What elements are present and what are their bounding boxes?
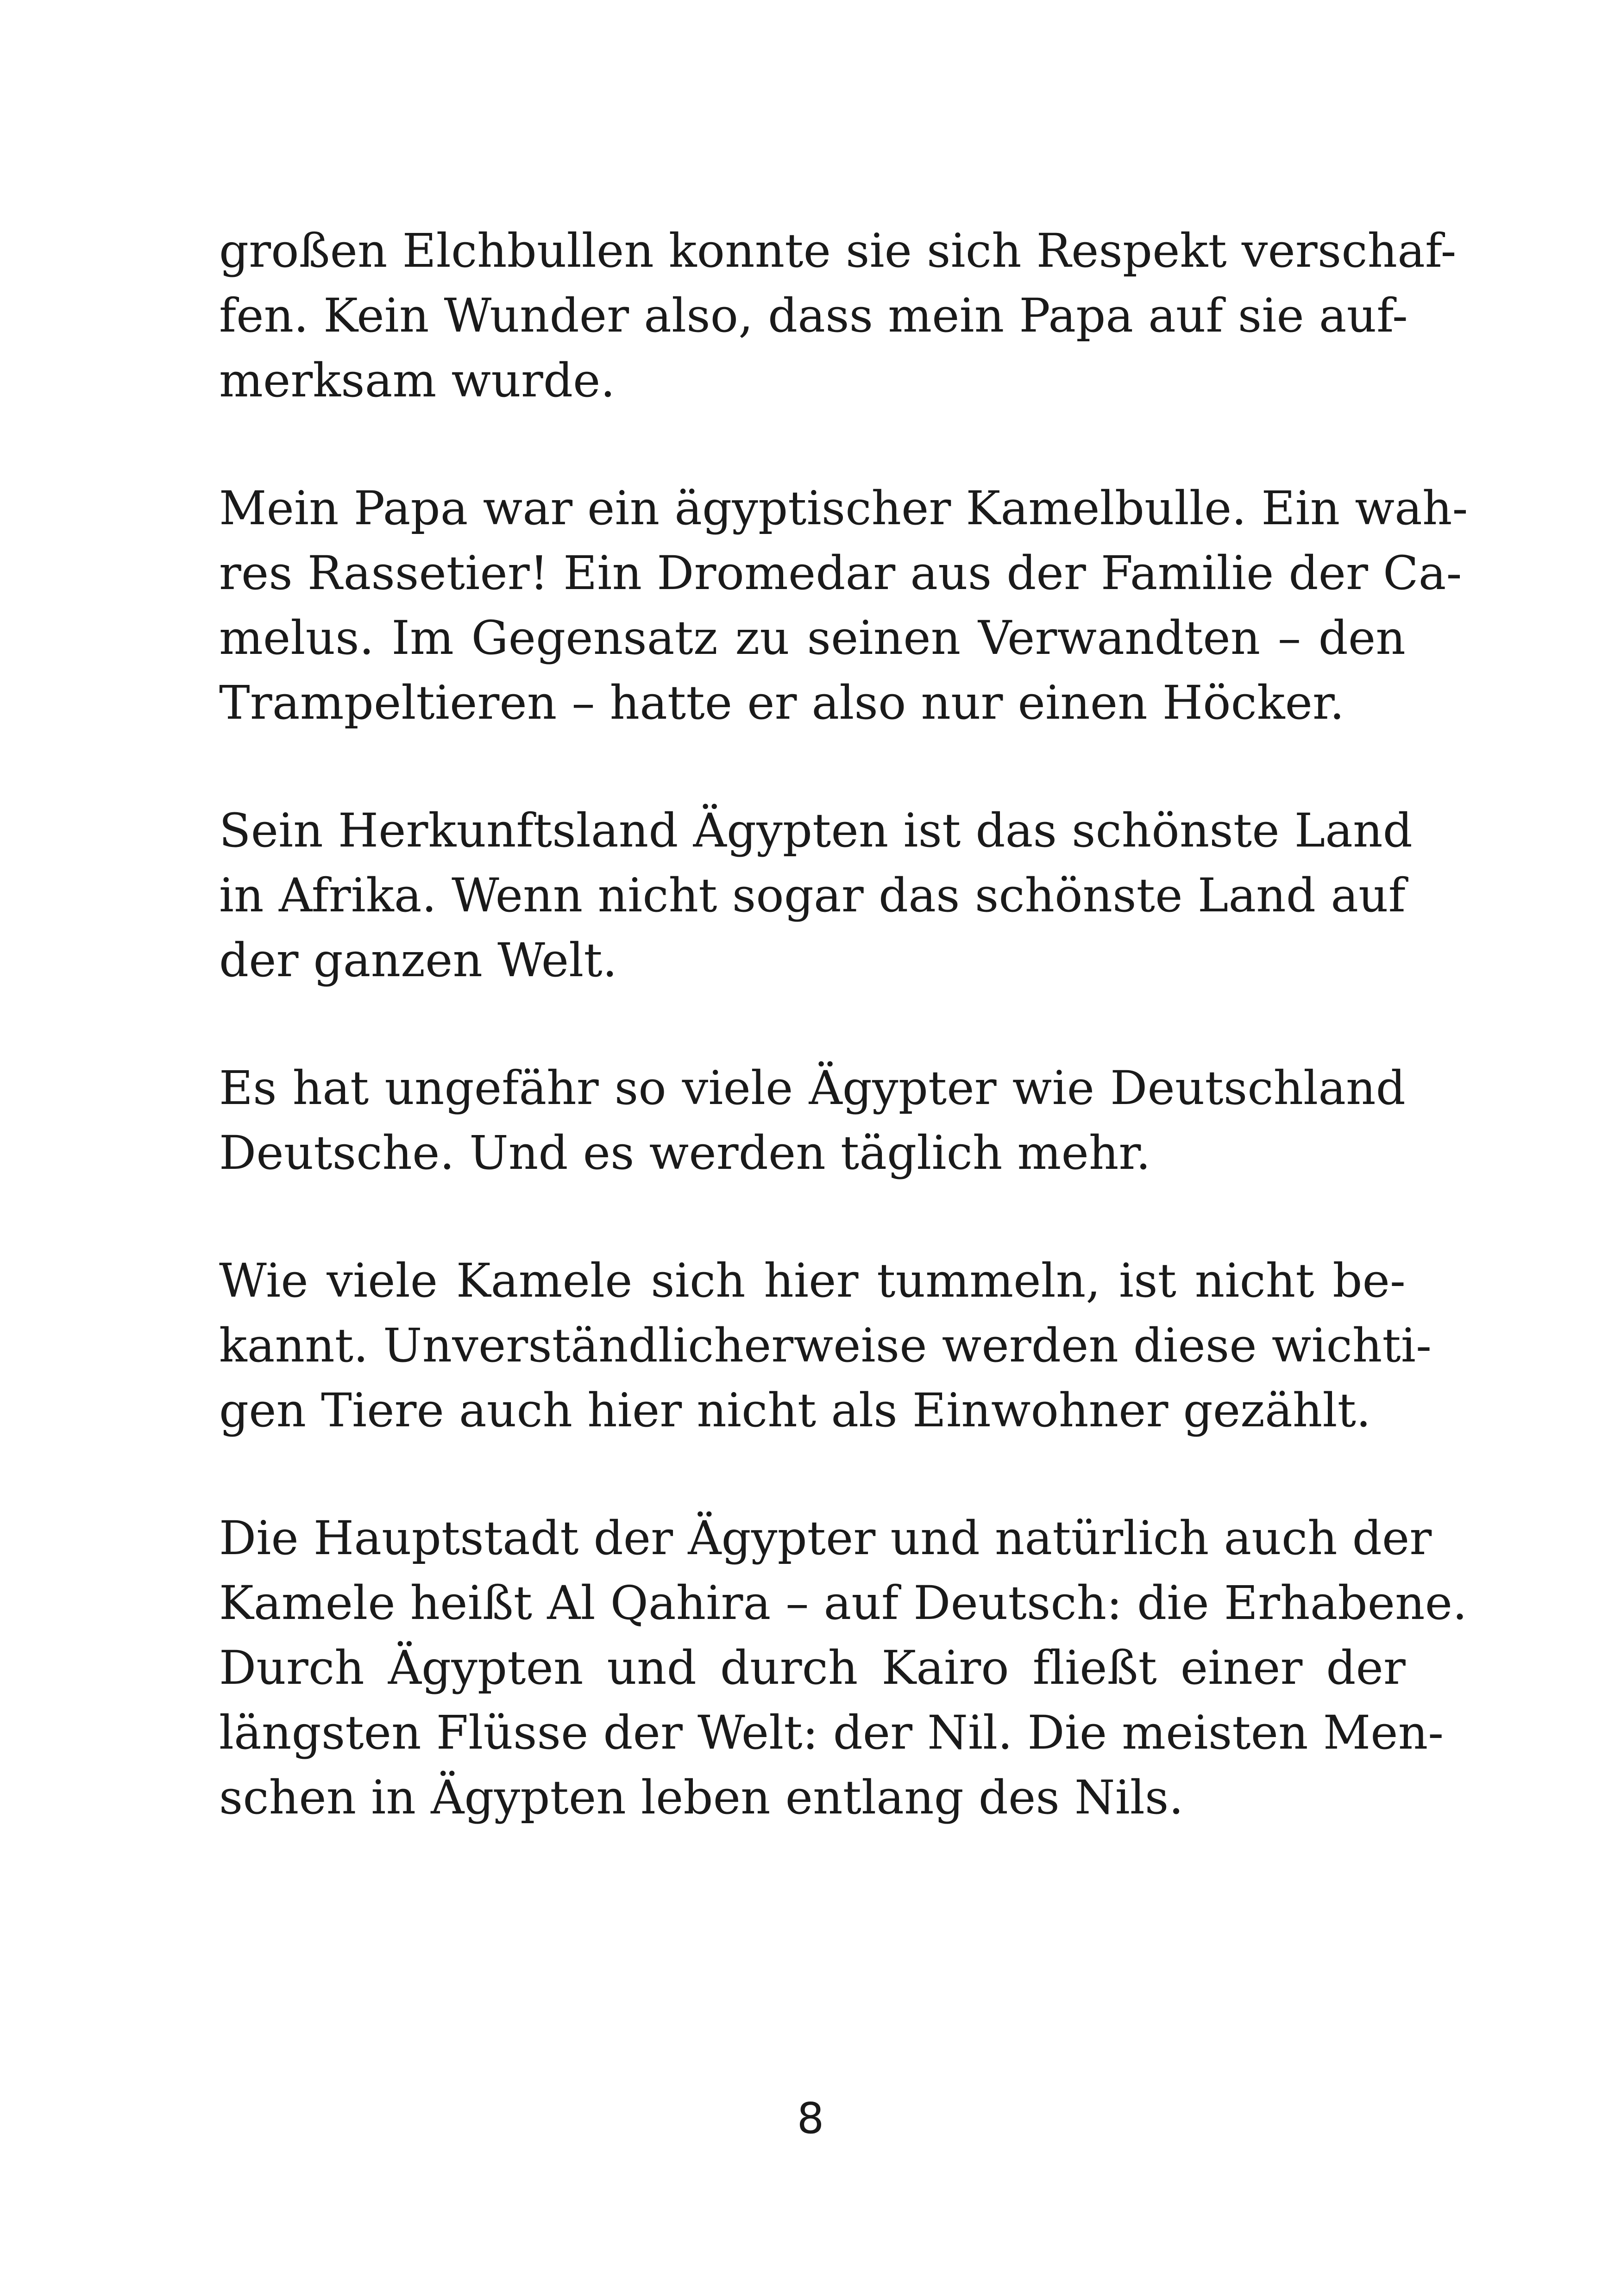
text-line: Mein Papa war ein ägyptischer Kamelbulle. Ein wah-: [219, 481, 1468, 535]
text-line: in Afrika. Wenn nicht sogar das schönste Land auf: [219, 868, 1406, 922]
paragraph-2: [219, 476, 1468, 735]
text-line: Die Hauptstadt der Ägypter und natürlich auch der: [219, 1511, 1432, 1565]
text-line: res Rassetier! Ein Dromedar aus der Familie der Ca-: [219, 546, 1462, 600]
text-line: fen. Kein Wunder also, dass mein Papa auf sie auf-: [219, 289, 1408, 343]
text-line: merksam wurde.: [219, 353, 616, 408]
paragraph-6: [219, 1506, 1468, 1830]
text-line: Durch Ägypten und durch Kairo fließt einer der: [219, 1641, 1406, 1695]
text-line: kannt. Unverständlicherweise werden diese wichti-: [219, 1318, 1432, 1373]
text-line: großen Elchbullen konnte sie sich Respekt verschaf-: [219, 224, 1457, 278]
body-text: [219, 219, 1468, 1830]
paragraph-1: [219, 219, 1457, 413]
text-line: Trampeltieren – hatte er also nur einen Höcker.: [219, 676, 1345, 730]
text-line: Es hat ungefähr so viele Ägypter wie Deutschland: [219, 1061, 1406, 1115]
text-line: längsten Flüsse der Welt: der Nil. Die meisten Men-: [219, 1706, 1444, 1760]
text-line: melus. Im Gegensatz zu seinen Verwandten – den: [219, 611, 1406, 665]
text-line: der ganzen Welt.: [219, 933, 617, 987]
text-line: gen Tiere auch hier nicht als Einwohner gezählt.: [219, 1383, 1371, 1437]
text-line: Sein Herkunftsland Ägypten ist das schönste Land: [219, 803, 1413, 858]
paragraph-4: [219, 1056, 1406, 1186]
text-line: schen in Ägypten leben entlang des Nils.: [219, 1770, 1184, 1825]
page-number: 8: [797, 2094, 824, 2143]
text-line: Wie viele Kamele sich hier tummeln, ist nicht be-: [219, 1254, 1406, 1308]
paragraph-3: [219, 798, 1413, 993]
text-line: Kamele heißt Al Qahira – auf Deutsch: die Erhabene.: [219, 1576, 1468, 1630]
paragraph-5: [219, 1248, 1432, 1443]
text-line: Deutsche. Und es werden täglich mehr.: [219, 1126, 1151, 1180]
